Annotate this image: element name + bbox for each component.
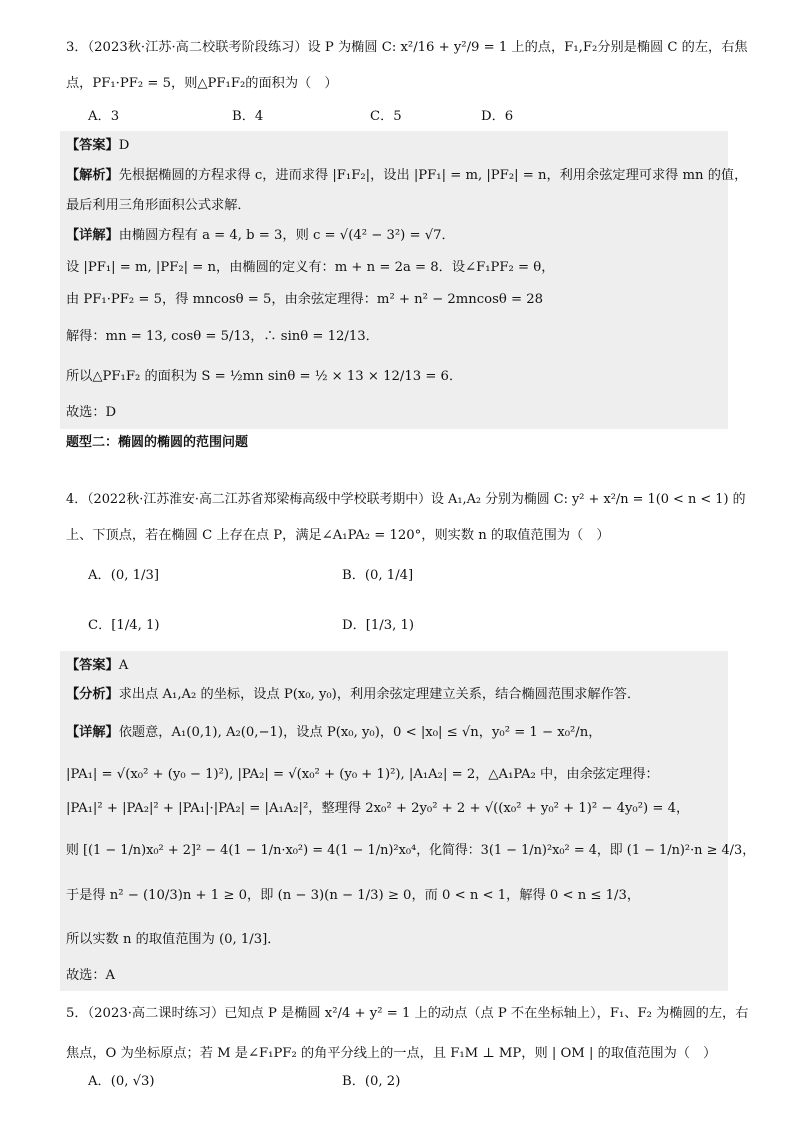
detail-tag: 【详解】 bbox=[66, 725, 119, 740]
section-heading: 题型二：椭圆的椭圆的范围问题 bbox=[66, 435, 249, 450]
q4-detail-line2: |PA₁| = √(x₀² + (y₀ − 1)²), |PA₂| = √(x₀² + (y₀ + 1)²), |A₁A₂| = 2，△A₁PA₂ 中，由余弦定理得： bbox=[66, 767, 659, 782]
q3-detail-line4: 解得：mn = 13, cosθ = 5/13，∴ sinθ = 12/13． bbox=[66, 329, 379, 344]
q3-option-a: A．3 bbox=[88, 109, 120, 124]
q4-stem-line2: 上、下顶点，若在椭圆 C 上存在点 P，满足∠A₁PA₂ = 120°，则实数 n 的取值范围为（ ） bbox=[66, 528, 610, 543]
q4-answer bbox=[66, 656, 128, 676]
q4-detail-line1 bbox=[66, 723, 601, 743]
analysis-text: 求出点 A₁,A₂ 的坐标，设点 P(x₀, y₀)，利用余弦定理建立关系，结合椭圆范围求解作答． bbox=[118, 687, 641, 702]
answer-value: A bbox=[118, 658, 129, 673]
q3-option-c: C．5 bbox=[370, 109, 402, 124]
answer-tag: 【答案】 bbox=[66, 138, 119, 153]
analysis-text: 先根据椭圆的方程求得 c，进而求得 |F₁F₂|，设出 |PF₁| = m, |PF₂| = n，利用余弦定理可求得 mn 的值， bbox=[118, 168, 748, 183]
q3-analysis-line2: 最后利用三角形面积公式求解． bbox=[66, 198, 251, 213]
q4-option-a: A．(0, 1/3] bbox=[88, 568, 159, 583]
q5-stem-line2: 焦点，O 为坐标原点；若 M 是∠F₁PF₂ 的角平分线上的一点，且 F₁M ⊥ MP，则 | OM | 的取值范围为（ ） bbox=[66, 1046, 717, 1061]
q5-option-b: B．(0, 2) bbox=[342, 1074, 401, 1089]
q4-analysis-line1 bbox=[66, 685, 640, 705]
q3-stem-line1: 3．（2023秋·江苏·高二校联考阶段练习）设 P 为椭圆 C: x²/16 + y²/9 = 1 上的点，F₁,F₂分别是椭圆 C 的左，右焦 bbox=[66, 40, 748, 55]
q3-stem-line2: 点，PF₁·PF₂ = 5，则△PF₁F₂的面积为（ ） bbox=[66, 76, 338, 91]
q4-stem-line1: 4．（2022秋·江苏淮安·高二江苏省郑梁梅高级中学校联考期中）设 A₁,A₂ 分别为椭圆 C: y² + x²/n = 1(0 < n < 1) 的 bbox=[66, 492, 746, 507]
answer-tag: 【答案】 bbox=[66, 658, 119, 673]
detail-text: 依题意，A₁(0,1), A₂(0,−1)，设点 P(x₀, y₀)，0 < |x₀| ≤ √n，y₀² = 1 − x₀²/n， bbox=[118, 725, 602, 740]
q3-option-d: D．6 bbox=[481, 109, 514, 124]
q3-option-b: B．4 bbox=[232, 109, 264, 124]
q4-detail-line4: 则 [(1 − 1/n)x₀² + 2]² − 4(1 − 1/n·x₀²) = 4(1 − 1/n)²x₀⁴，化简得：3(1 − 1/n)²x₀² = 4，即 (1 − 1/n)²·n ≥ 4/3， bbox=[66, 843, 756, 858]
q3-detail-line5: 所以△PF₁F₂ 的面积为 S = ½mn sinθ = ½ × 13 × 12/13 = 6． bbox=[66, 369, 463, 384]
q4-conclusion: 故选：A bbox=[66, 968, 116, 983]
q5-option-a: A．(0, √3) bbox=[88, 1074, 155, 1089]
q4-detail-line3: |PA₁|² + |PA₂|² + |PA₁|·|PA₂| = |A₁A₂|²，整理得 2x₀² + 2y₀² + 2 + √((x₀² + y₀² + 1)² − 4y₀²) = 4， bbox=[66, 801, 690, 816]
q4-detail-line5: 于是得 n² − (10/3)n + 1 ≥ 0，即 (n − 3)(n − 1/3) ≥ 0，而 0 < n < 1，解得 0 < n ≤ 1/3， bbox=[66, 888, 641, 903]
q4-option-c: C．[1/4, 1) bbox=[88, 618, 160, 633]
q3-conclusion: 故选：D bbox=[66, 405, 117, 420]
q5-stem-line1: 5．（2023·高二课时练习）已知点 P 是椭圆 x²/4 + y² = 1 上的动点（点 P 不在坐标轴上），F₁、F₂ 为椭圆的左，右 bbox=[66, 1006, 749, 1021]
detail-tag: 【详解】 bbox=[66, 228, 119, 243]
q3-detail-line1 bbox=[66, 226, 455, 246]
answer-value: D bbox=[118, 138, 130, 153]
q3-detail-line2: 设 |PF₁| = m, |PF₂| = n，由椭圆的定义有：m + n = 2a = 8．设∠F₁PF₂ = θ， bbox=[66, 260, 555, 275]
analysis-tag: 【解析】 bbox=[66, 168, 119, 183]
q4-detail-line6: 所以实数 n 的取值范围为 (0, 1/3]． bbox=[66, 932, 281, 947]
analysis-tag: 【分析】 bbox=[66, 687, 119, 702]
q3-analysis-line1 bbox=[66, 166, 747, 186]
q4-option-d: D．[1/3, 1) bbox=[342, 618, 415, 633]
q3-answer bbox=[66, 136, 129, 156]
detail-text: 由椭圆方程有 a = 4, b = 3，则 c = √(4² − 3²) = √7． bbox=[118, 228, 455, 243]
q3-detail-line3: 由 PF₁·PF₂ = 5，得 mncosθ = 5，由余弦定理得：m² + n² − 2mncosθ = 28 bbox=[66, 292, 544, 307]
q4-option-b: B．(0, 1/4] bbox=[342, 568, 414, 583]
